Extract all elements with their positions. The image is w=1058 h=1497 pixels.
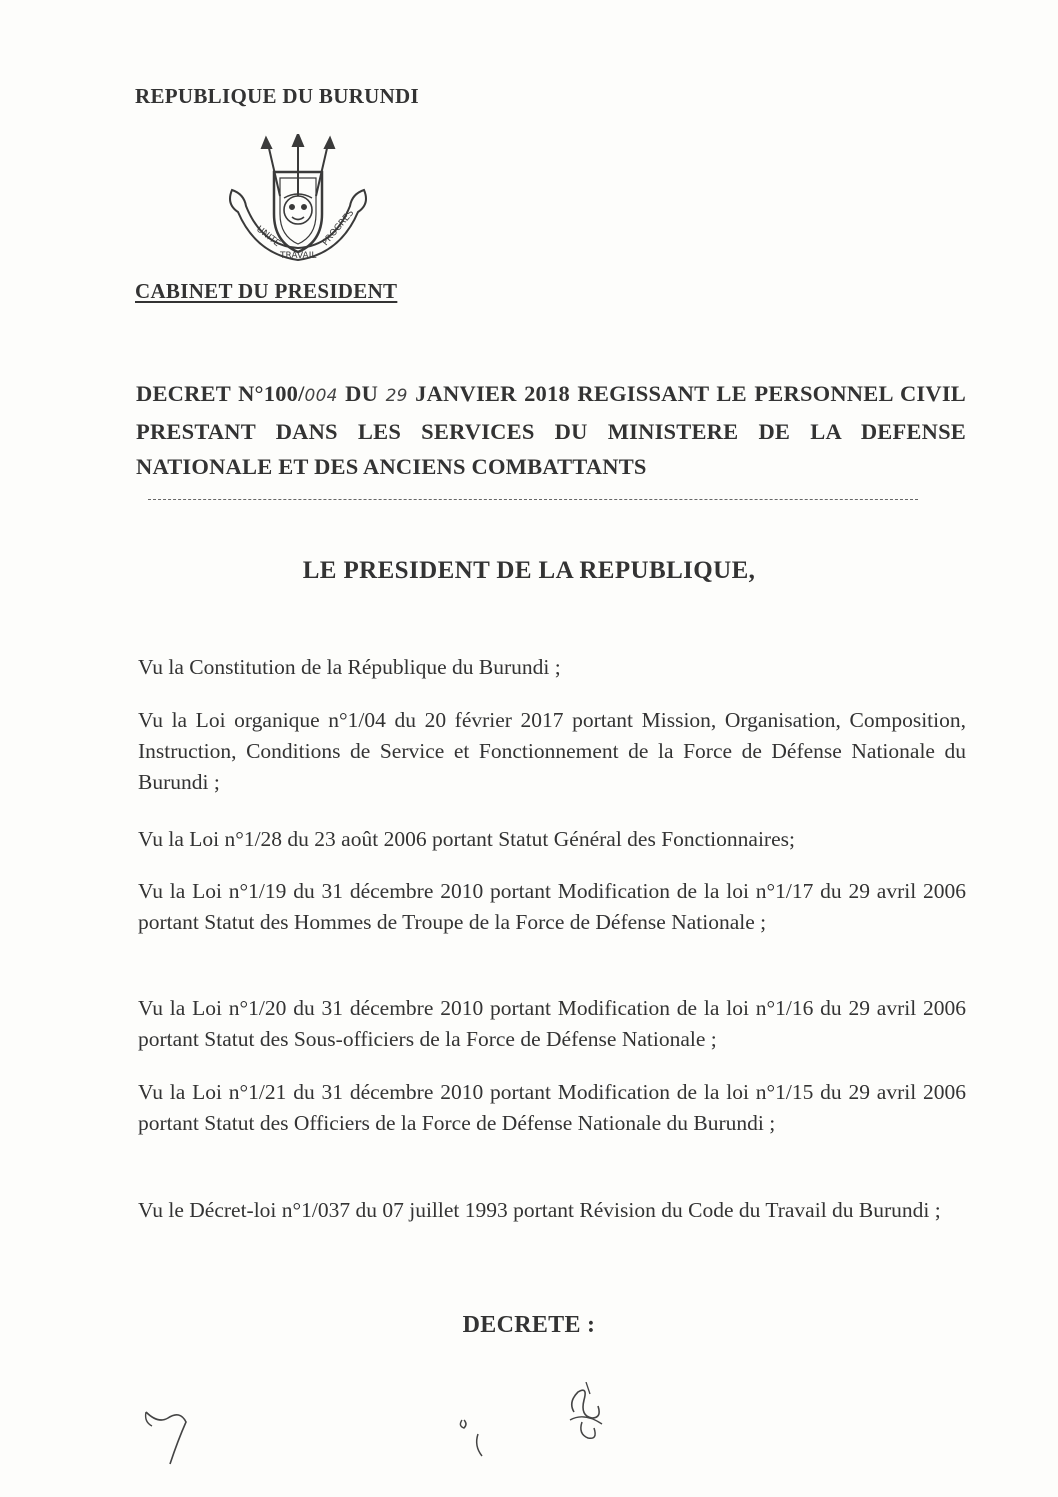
coat-of-arms-icon	[222, 134, 372, 276]
decree-title	[136, 376, 966, 484]
separator-rule	[148, 499, 918, 500]
consideration-1: Vu la Constitution de la République du Burundi ;	[138, 655, 561, 679]
handwritten-decree-day: 29	[385, 386, 408, 406]
consideration-4: Vu la Loi n°1/19 du 31 décembre 2010 portant Modification de la loi n°1/17 du 29 avril 2006 portant Statut des Hommes de Troupe de la Force de Défense Nationale ;	[138, 879, 966, 934]
decrete-label: DECRETE :	[462, 1312, 596, 1338]
decree-title-rest: JANVIER 2018 REGISSANT LE PERSONNEL CIVIL PRESTANT DANS LES SERVICES DU MINISTERE DE LA DEFENSE NATIONALE ET DES ANCIENS COMBATTANTS	[136, 381, 966, 479]
consideration-6: Vu la Loi n°1/21 du 31 décembre 2010 portant Modification de la loi n°1/15 du 29 avril 2006 portant Statut des Officiers de la Force de Défense Nationale du Burundi ;	[138, 1080, 966, 1135]
initial-middle-icon	[452, 1412, 492, 1462]
cabinet-header: CABINET DU PRESIDENT	[135, 279, 398, 303]
svg-text:PROGRES: PROGRES	[320, 208, 357, 248]
decree-title-middle: DU	[337, 381, 386, 406]
president-heading: LE PRESIDENT DE LA REPUBLIQUE,	[302, 557, 756, 584]
initial-right-icon	[558, 1382, 618, 1452]
handwritten-decree-number: 004	[304, 386, 338, 406]
consideration-2: Vu la Loi organique n°1/04 du 20 février 2017 portant Mission, Organisation, Composition, Instruction, Conditions de Service et Fonctionnement de la Force de Défense Nationale du Burundi ;	[138, 708, 966, 794]
svg-text:TRAVAIL: TRAVAIL	[280, 251, 317, 261]
consideration-3: Vu la Loi n°1/28 du 23 août 2006 portant Statut Général des Fonctionnaires;	[138, 827, 795, 851]
consideration-5: Vu la Loi n°1/20 du 31 décembre 2010 portant Modification de la loi n°1/16 du 29 avril 2006 portant Statut des Sous-officiers de la Force de Défense Nationale ;	[138, 996, 966, 1051]
initial-left-icon	[140, 1404, 200, 1474]
consideration-7: Vu le Décret-loi n°1/037 du 07 juillet 1993 portant Révision du Code du Travail du Burundi ;	[138, 1198, 941, 1222]
decree-title-prefix: DECRET N°100/	[136, 381, 305, 406]
republic-header: REPUBLIQUE DU BURUNDI	[135, 84, 419, 108]
svg-text:UNITE: UNITE	[254, 224, 282, 250]
